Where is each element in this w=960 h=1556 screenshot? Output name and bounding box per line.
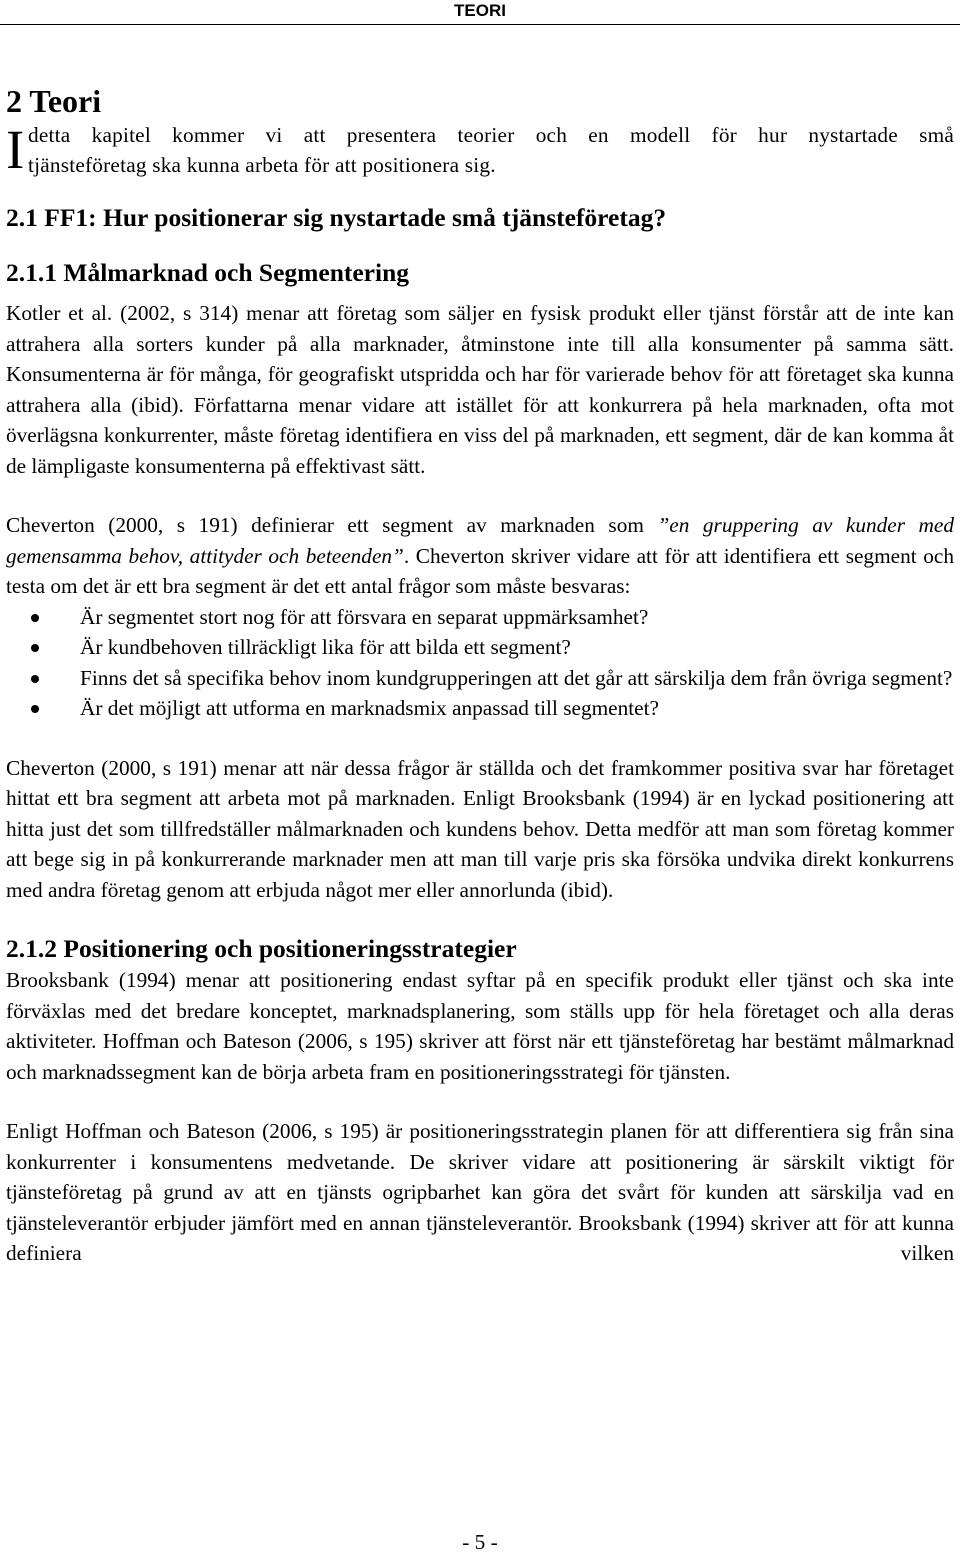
chapter-title: 2 Teori — [6, 83, 102, 119]
running-header — [0, 0, 960, 25]
paragraph-segmentering-2 — [6, 510, 954, 602]
header-title: TEORI — [454, 1, 506, 20]
list-item — [6, 632, 954, 663]
list-item — [6, 663, 954, 694]
paragraph-segmentering-1: Kotler et al. (2002, s 314) menar att företag som säljer en fysisk produkt eller tjänst förstår att de inte kan attrahera alla sorters kunder på alla marknader, åtminstone inte till alla konsumenter på samma sätt. Konsumenterna är för många, för geografiskt utspridda och har för varierade behov för att företaget ska kunna attrahera alla (ibid). Författarna menar vidare att istället för att konkurrera på hela marknaden, ofta mot överlägsna konkurrenter, måste företag identifiera en viss del på marknaden, ett segment, där de kan komma åt de lämpligaste konsumenterna på effektivast sätt. — [6, 301, 954, 478]
page-body — [6, 82, 954, 1269]
bullet-icon — [31, 614, 39, 622]
bullet-icon — [31, 705, 39, 713]
section-heading-2-1: 2.1 FF1: Hur positionerar sig nystartade små tjänsteföretag? — [6, 203, 667, 232]
section-heading-2-1-2: 2.1.2 Positionering och positioneringsstrategier — [6, 934, 517, 963]
paragraph-segmentering-3: Cheverton (2000, s 191) menar att när dessa frågor är ställda och det framkommer positiva svar har företaget hittat ett bra segment att arbeta mot på marknaden. Enligt Brooksbank (1994) är en lyckad positionering att hitta just det som tillfredställer målmarknaden och kundens behov. Detta medför att man som företag kommer att bege sig in på konkurrerande marknader men att man till varje pris ska försöka undvika direkt konkurrens med andra företag genom att erbjuda något mer eller annorlunda (ibid). — [6, 755, 954, 902]
paragraph-text-start: Cheverton (2000, s 191) definierar ett segment av marknaden som — [6, 513, 658, 537]
paragraph-positionering-1: Brooksbank (1994) menar att positionering endast syftar på en specifik produkt eller tjänst och ska inte förväxlas med det bredare konceptet, marknadsplanering, som ställs upp för hela företaget och alla deras aktiviteter. Hoffman och Bateson (2006, s 195) skriver att först när ett tjänsteföretag har bestämt målmarknad och marknadssegment kan de börja arbeta fram en positioneringsstrategi för tjänsten. — [6, 968, 954, 1084]
bullet-icon — [31, 675, 39, 683]
page-number: - 5 - — [462, 1530, 498, 1554]
bullet-icon — [31, 644, 39, 652]
chapter-intro — [6, 120, 954, 180]
paragraph-text-end: . Cheverton skriver vidare att för att identifiera ett segment och testa om det är ett bra segment är det ett antal frågor som måste besvaras: — [6, 543, 954, 598]
list-item-text: Är det möjligt att utforma en marknadsmix anpassad till segmentet? — [80, 696, 660, 720]
list-item — [6, 602, 954, 633]
list-item-text: Finns det så specifika behov inom kundgrupperingen att det går att särskilja dem från övriga segment? — [80, 665, 953, 690]
list-item — [6, 693, 954, 724]
question-list — [6, 602, 954, 724]
list-item-text: Är kundbehoven tillräckligt lika för att bilda ett segment? — [80, 635, 571, 659]
intro-line-1: detta kapitel kommer vi att presentera teorier och en modell för hur nystartade små — [28, 123, 954, 147]
section-heading-2-1-1: 2.1.1 Målmarknad och Segmentering — [6, 258, 410, 287]
intro-line-2: tjänsteföretag ska kunna arbeta för att positionera sig. — [28, 153, 496, 177]
drop-cap: I — [6, 119, 25, 180]
paragraph-positionering-2: Enligt Hoffman och Bateson (2006, s 195) är positioneringsstrategin planen för att differentiera sig från sina konkurrenter i konsumentens medvetande. De skriver vidare att positionering är särskilt viktigt för tjänsteföretag på grund av att en tjänsts ogripbarhet kan göra det svårt för kunden att särskilja vad en tjänsteleverantör erbjuder jämfört med en annan tjänsteleverantör. Brooksbank (1994) skriver att för att kunna definiera vilken — [6, 1119, 954, 1265]
definition-quote: ”en gruppering av kunder med gemensamma behov, attityder och beteenden” — [6, 513, 954, 568]
list-item-text: Är segmentet stort nog för att försvara en separat uppmärksamhet? — [80, 604, 649, 629]
